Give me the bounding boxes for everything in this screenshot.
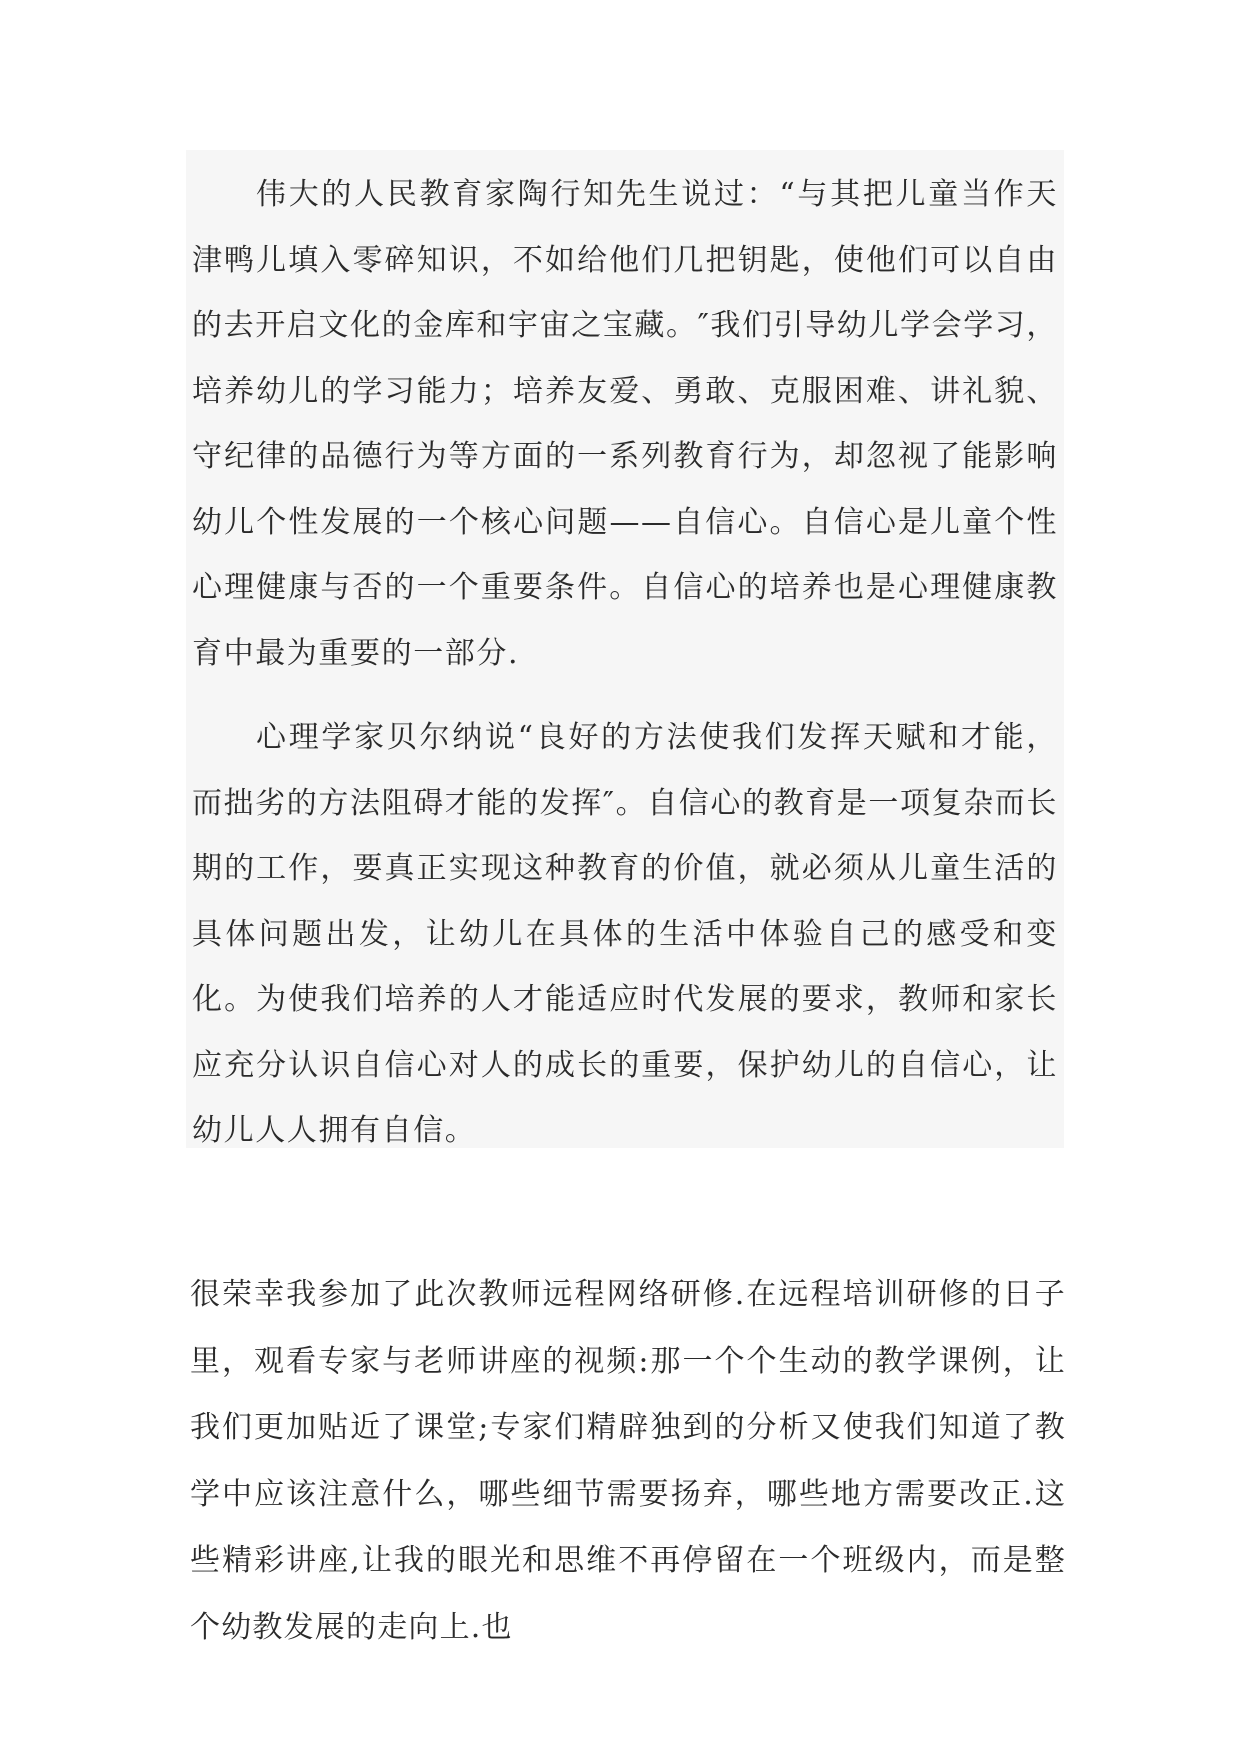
shaded-quote-block xyxy=(186,150,1064,1148)
body-paragraph: 很荣幸我参加了此次教师远程网络研修.在远程培训研修的日子里，观看专家与老师讲座的视频:那一个个生动的教学课例，让我们更加贴近了课堂;专家们精辟独到的分析又使我们知道了教学中应该注意什么，哪些细节需要扬弃，哪些地方需要改正.这些精彩讲座,让我的眼光和思维不再停留在一个班级内，而是整个幼教发展的走向上.也 xyxy=(190,1277,1066,1645)
quote-paragraph-2: 心理学家贝尔纳说“良好的方法使我们发挥天赋和才能，而拙劣的方法阻碍才能的发挥″。自信心的教育是一项复杂而长期的工作，要真正实现这种教育的价值，就必须从儿童生活的具体问题出发，让幼儿在具体的生活中体验自己的感受和变化。为使我们培养的人才能适应时代发展的要求，教师和家长应充分认识自信心对人的成长的重要，保护幼儿的自信心，让幼儿人人拥有自信。 xyxy=(192,720,1059,1148)
body-text-section xyxy=(190,1262,1066,1661)
quote-paragraph-1: 伟大的人民教育家陶行知先生说过：“与其把儿童当作天津鸭儿填入零碎知识，不如给他们几把钥匙，使他们可以自由的去开启文化的金库和宇宙之宝藏。″我们引导幼儿学会学习，培养幼儿的学习能力；培养友爱、勇敢、克服困难、讲礼貌、守纪律的品德行为等方面的一系列教育行为，却忽视了能影响幼儿个性发展的一个核心问题——自信心。自信心是儿童个性心理健康与否的一个重要条件。自信心的培养也是心理健康教育中最为重要的一部分. xyxy=(192,177,1059,671)
